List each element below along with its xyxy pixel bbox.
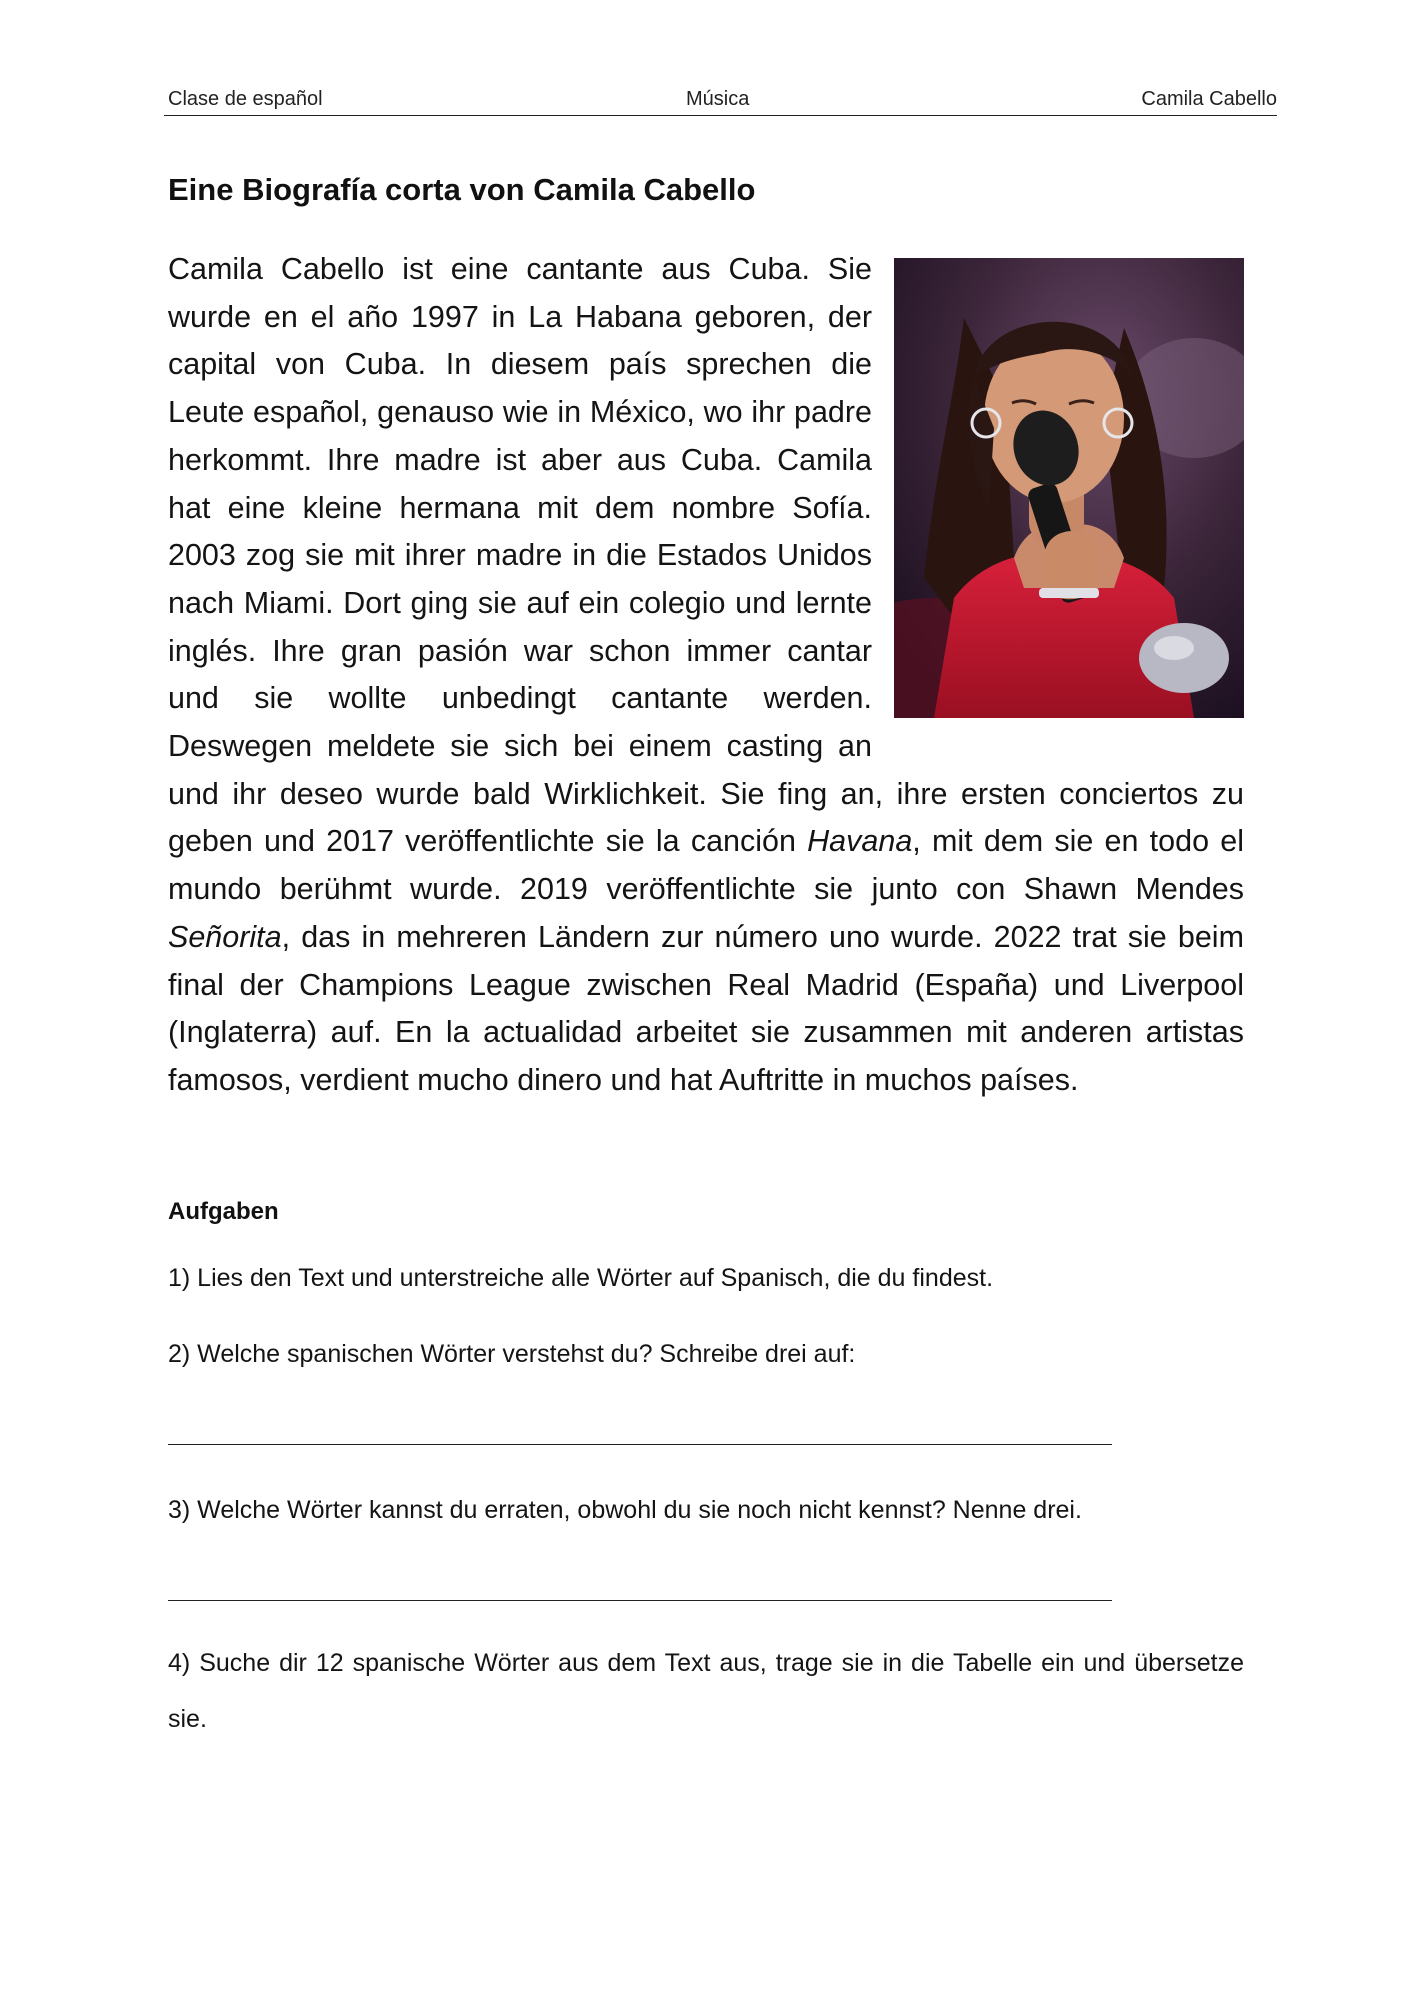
header-center: Música xyxy=(686,88,750,110)
bio-text-part-3: , das in mehreren Ländern zur número uno wurde. 2022 trat sie beim final der Champions League zwischen Real Madrid (España) und Liverpool (Inglaterra) auf. En la actualidad arbeitet sie zusammen mit anderen artistas famosos, verdient mucho dinero und hat Auftritte in muchos países. xyxy=(168,919,1244,1097)
song-title-havana: Havana xyxy=(807,824,913,859)
task-1: 1) Lies den Text und unterstreiche alle Wörter auf Spanisch, die du findest. xyxy=(168,1264,994,1292)
page-title: Eine Biografía corta von Camila Cabello xyxy=(168,172,756,207)
bio-text-part-2: , mit dem sie en todo el mundo berühmt wurde. 2019 veröffentlichte sie junto con Shawn Mendes xyxy=(168,824,1244,907)
answer-line-task-2[interactable] xyxy=(168,1444,1112,1445)
running-header xyxy=(164,86,1277,116)
biography-text xyxy=(168,246,1244,1105)
task-2: 2) Welche spanischen Wörter verstehst du? Schreibe drei auf: xyxy=(168,1340,856,1368)
tasks-heading: Aufgaben xyxy=(168,1198,279,1225)
task-4: 4) Suche dir 12 spanische Wörter aus dem Text aus, trage sie in die Tabelle ein und übersetze sie. xyxy=(168,1649,1244,1733)
singer-photo xyxy=(894,258,1244,718)
song-title-senorita: Señorita xyxy=(168,919,282,954)
task-3: 3) Welche Wörter kannst du erraten, obwohl du sie noch nicht kennst? Nenne drei. xyxy=(168,1496,1082,1524)
bio-text-part-1: Camila Cabello ist eine cantante aus Cuba. Sie wurde en el año 1997 in La Habana geboren, der capital von Cuba. In diesem país sprechen die Leute español, genauso wie in México, wo ihr padre herkommt. Ihre madre ist aber aus Cuba. Camila hat eine kleine hermana mit dem nombre Sofía. 2003 zog sie mit ihrer madre in die Estados Unidos nach Miami. Dort ging sie auf ein colegio und lernte inglés. Ihre gran pasión war schon immer cantar und sie wollte unbedingt cantante werden. Deswegen meldete sie sich bei einem casting an und ihr deseo wurde bald Wirklichkeit. Sie fing an, ihre ersten conciertos zu geben und 2017 veröffentlichte sie la canción xyxy=(168,252,1244,859)
singer-photo-illustration xyxy=(894,258,1244,718)
header-right: Camila Cabello xyxy=(1141,88,1277,110)
answer-line-task-3[interactable] xyxy=(168,1600,1112,1601)
header-left: Clase de español xyxy=(168,88,323,110)
